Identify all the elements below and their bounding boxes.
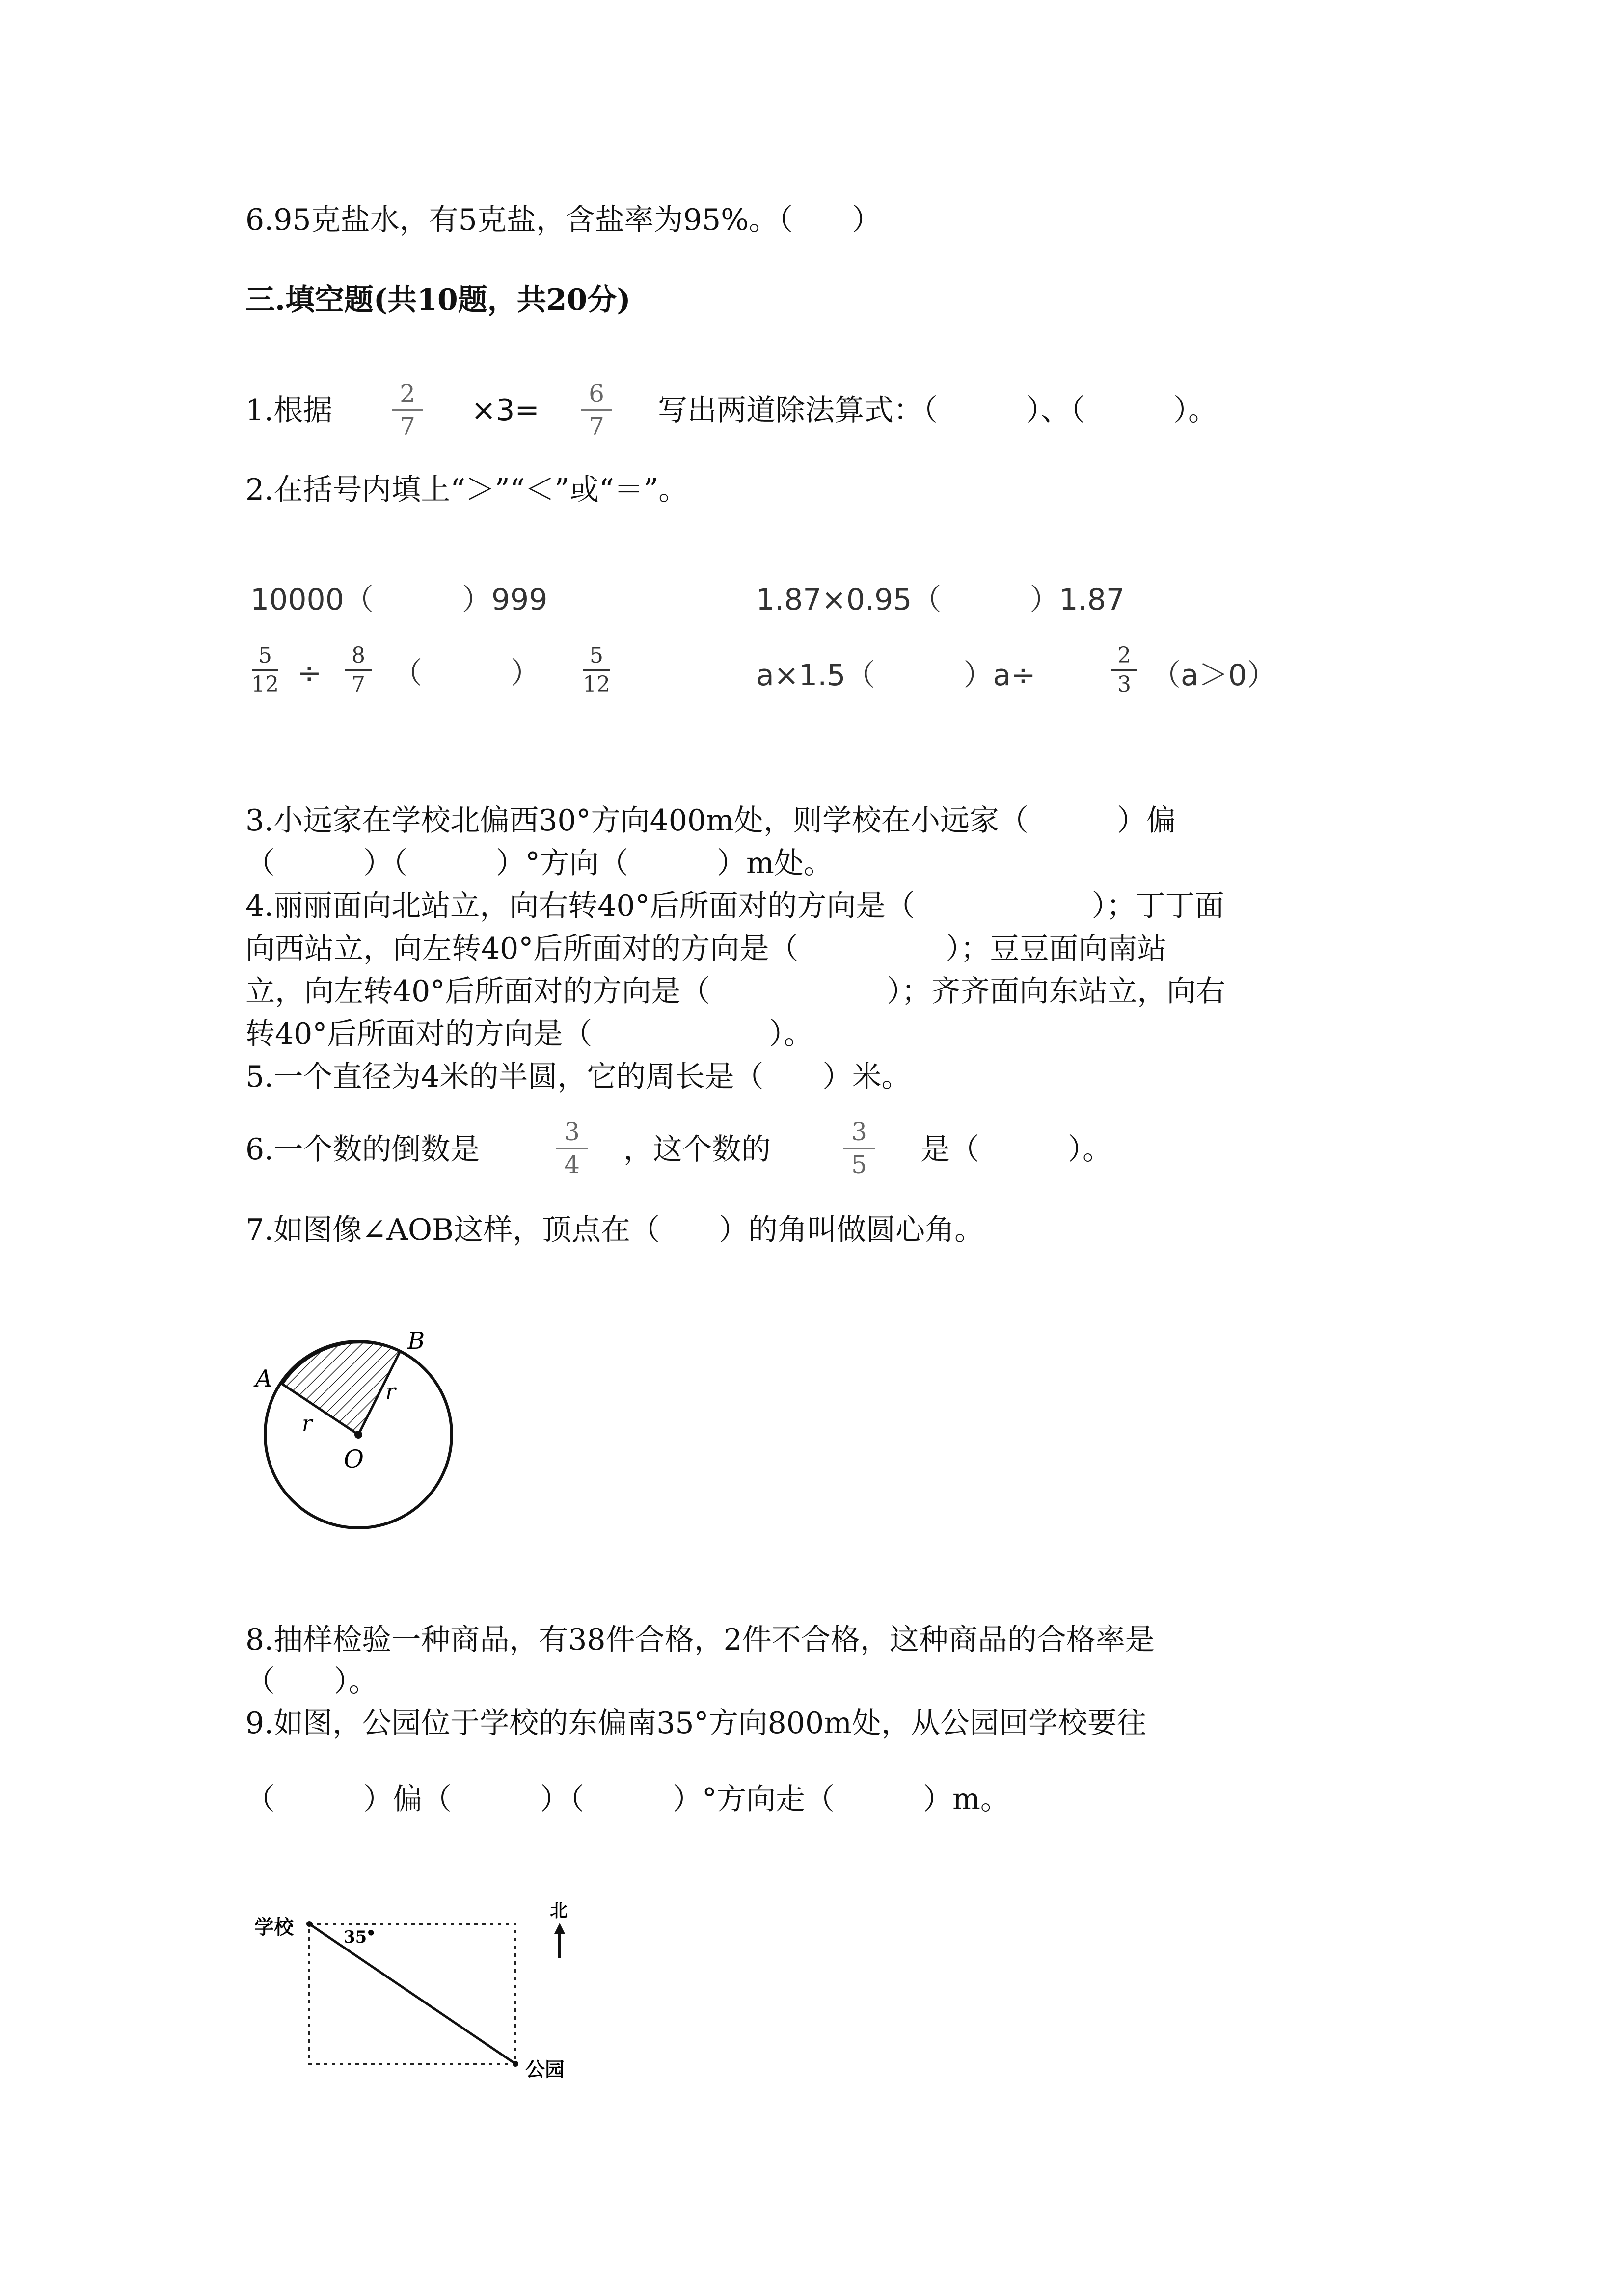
denominator: 5	[851, 1150, 867, 1179]
q1-f1-numerator: 2	[400, 379, 415, 408]
section-title: 三.填空题(共10题，共20分)	[245, 283, 631, 317]
compare-row1-right: 1.87×0.95（ ）1.87	[756, 583, 1125, 617]
numerator: 3	[851, 1118, 867, 1146]
q1-suffix: 写出两道除法算式：（ ）、（ ）。	[658, 393, 1218, 427]
angle-label: 35°	[344, 1927, 376, 1947]
fraction-bar	[392, 409, 423, 411]
compare-row2-right-fraction	[1107, 643, 1141, 697]
school-park-map	[245, 1895, 589, 2091]
school-label: 学校	[254, 1916, 294, 1939]
compare-row2-divide: ÷	[297, 656, 322, 691]
q1-fraction-1	[388, 379, 427, 441]
denominator: 4	[564, 1150, 580, 1179]
compare-row2-paren: （ ）	[393, 656, 540, 691]
fraction-bar	[581, 409, 612, 411]
label-r-left: r	[302, 1411, 313, 1436]
label-a: A	[255, 1365, 272, 1392]
compare-row1-left: 10000（ ）999	[250, 583, 548, 617]
q1-times: ×3=	[471, 393, 540, 427]
north-arrow-icon	[554, 1923, 565, 1934]
compare-row2-fraction-2	[341, 643, 376, 697]
question-2-text: 2.在括号内填上“＞”“＜”或“＝”。	[245, 473, 688, 507]
denominator: 3	[1117, 672, 1131, 697]
question-3-line1: 3.小远家在学校北偏西30°方向400m处，则学校在小远家（ ）偏	[245, 803, 1176, 838]
circle-sector-figure	[245, 1315, 471, 1541]
fraction-bar	[1111, 669, 1137, 671]
numerator: 5	[590, 643, 603, 668]
question-4-line2: 向西站立，向左转40°后所面对的方向是（ ）；豆豆面向南站	[245, 932, 1167, 966]
q1-f1-denominator: 7	[400, 412, 415, 441]
question-4-line4: 转40°后所面对的方向是（ ）。	[245, 1017, 813, 1051]
q6-middle: ，这个数的	[623, 1132, 771, 1167]
north-label: 北	[550, 1900, 568, 1921]
park-label: 公园	[525, 2058, 565, 2081]
park-point	[513, 2061, 518, 2067]
question-4-line1: 4.丽丽面向北站立，向右转40°后所面对的方向是（ ）；丁丁面	[245, 889, 1224, 923]
fraction-bar	[583, 669, 610, 671]
compare-row2-right-suffix: （a＞0）	[1151, 658, 1276, 693]
numerator: 8	[352, 643, 365, 668]
label-r-right: r	[385, 1379, 396, 1404]
school-point	[306, 1921, 312, 1927]
question-8-line2: （ ）。	[245, 1664, 378, 1699]
q6-suffix: 是（ ）。	[920, 1132, 1112, 1167]
question-7: 7.如图像∠AOB这样，顶点在（ ）的角叫做圆心角。	[245, 1213, 984, 1247]
question-5: 5.一个直径为4米的半圆，它的周长是（ ）米。	[245, 1060, 911, 1094]
fraction-bar	[252, 669, 278, 671]
label-o: O	[344, 1445, 364, 1473]
fraction-bar	[843, 1148, 875, 1149]
question-4-line3: 立，向左转40°后所面对的方向是（ ）；齐齐面向东站立，向右	[245, 974, 1226, 1009]
numerator: 2	[1117, 643, 1131, 668]
q6-fraction-2	[839, 1117, 879, 1179]
numerator: 5	[258, 643, 272, 668]
compare-row2-fraction-1	[248, 643, 282, 697]
label-b: B	[407, 1327, 425, 1355]
center-point	[354, 1431, 362, 1439]
fraction-bar	[345, 669, 372, 671]
compare-row2-right-prefix: a×1.5（ ）a÷	[756, 658, 1036, 693]
q6-prefix: 6.一个数的倒数是	[245, 1132, 480, 1167]
denominator: 7	[352, 672, 365, 697]
shaded-sector	[282, 1342, 400, 1435]
question-9-line2: （ ）偏（ ）（ ）°方向走（ ）m。	[245, 1782, 1010, 1816]
q1-f2-denominator: 7	[589, 412, 604, 441]
denominator: 12	[251, 672, 279, 697]
question-3-line2: （ ）（ ）°方向（ ）m处。	[245, 846, 833, 881]
fraction-bar	[556, 1148, 588, 1149]
q6-fraction-1	[552, 1117, 592, 1179]
route-line	[309, 1924, 515, 2064]
judge-question-6: 6.95克盐水，有5克盐，含盐率为95%。（ ）	[245, 203, 882, 237]
denominator: 12	[583, 672, 610, 697]
q1-f2-numerator: 6	[589, 379, 604, 408]
compare-row2-fraction-3	[579, 643, 614, 697]
numerator: 3	[564, 1118, 580, 1146]
q1-fraction-2	[577, 379, 616, 441]
question-8-line1: 8.抽样检验一种商品，有38件合格，2件不合格，这种商品的合格率是	[245, 1623, 1155, 1657]
q1-prefix: 1.根据	[245, 393, 333, 427]
question-9-line1: 9.如图，公园位于学校的东偏南35°方向800m处，从公园回学校要往	[245, 1706, 1147, 1740]
